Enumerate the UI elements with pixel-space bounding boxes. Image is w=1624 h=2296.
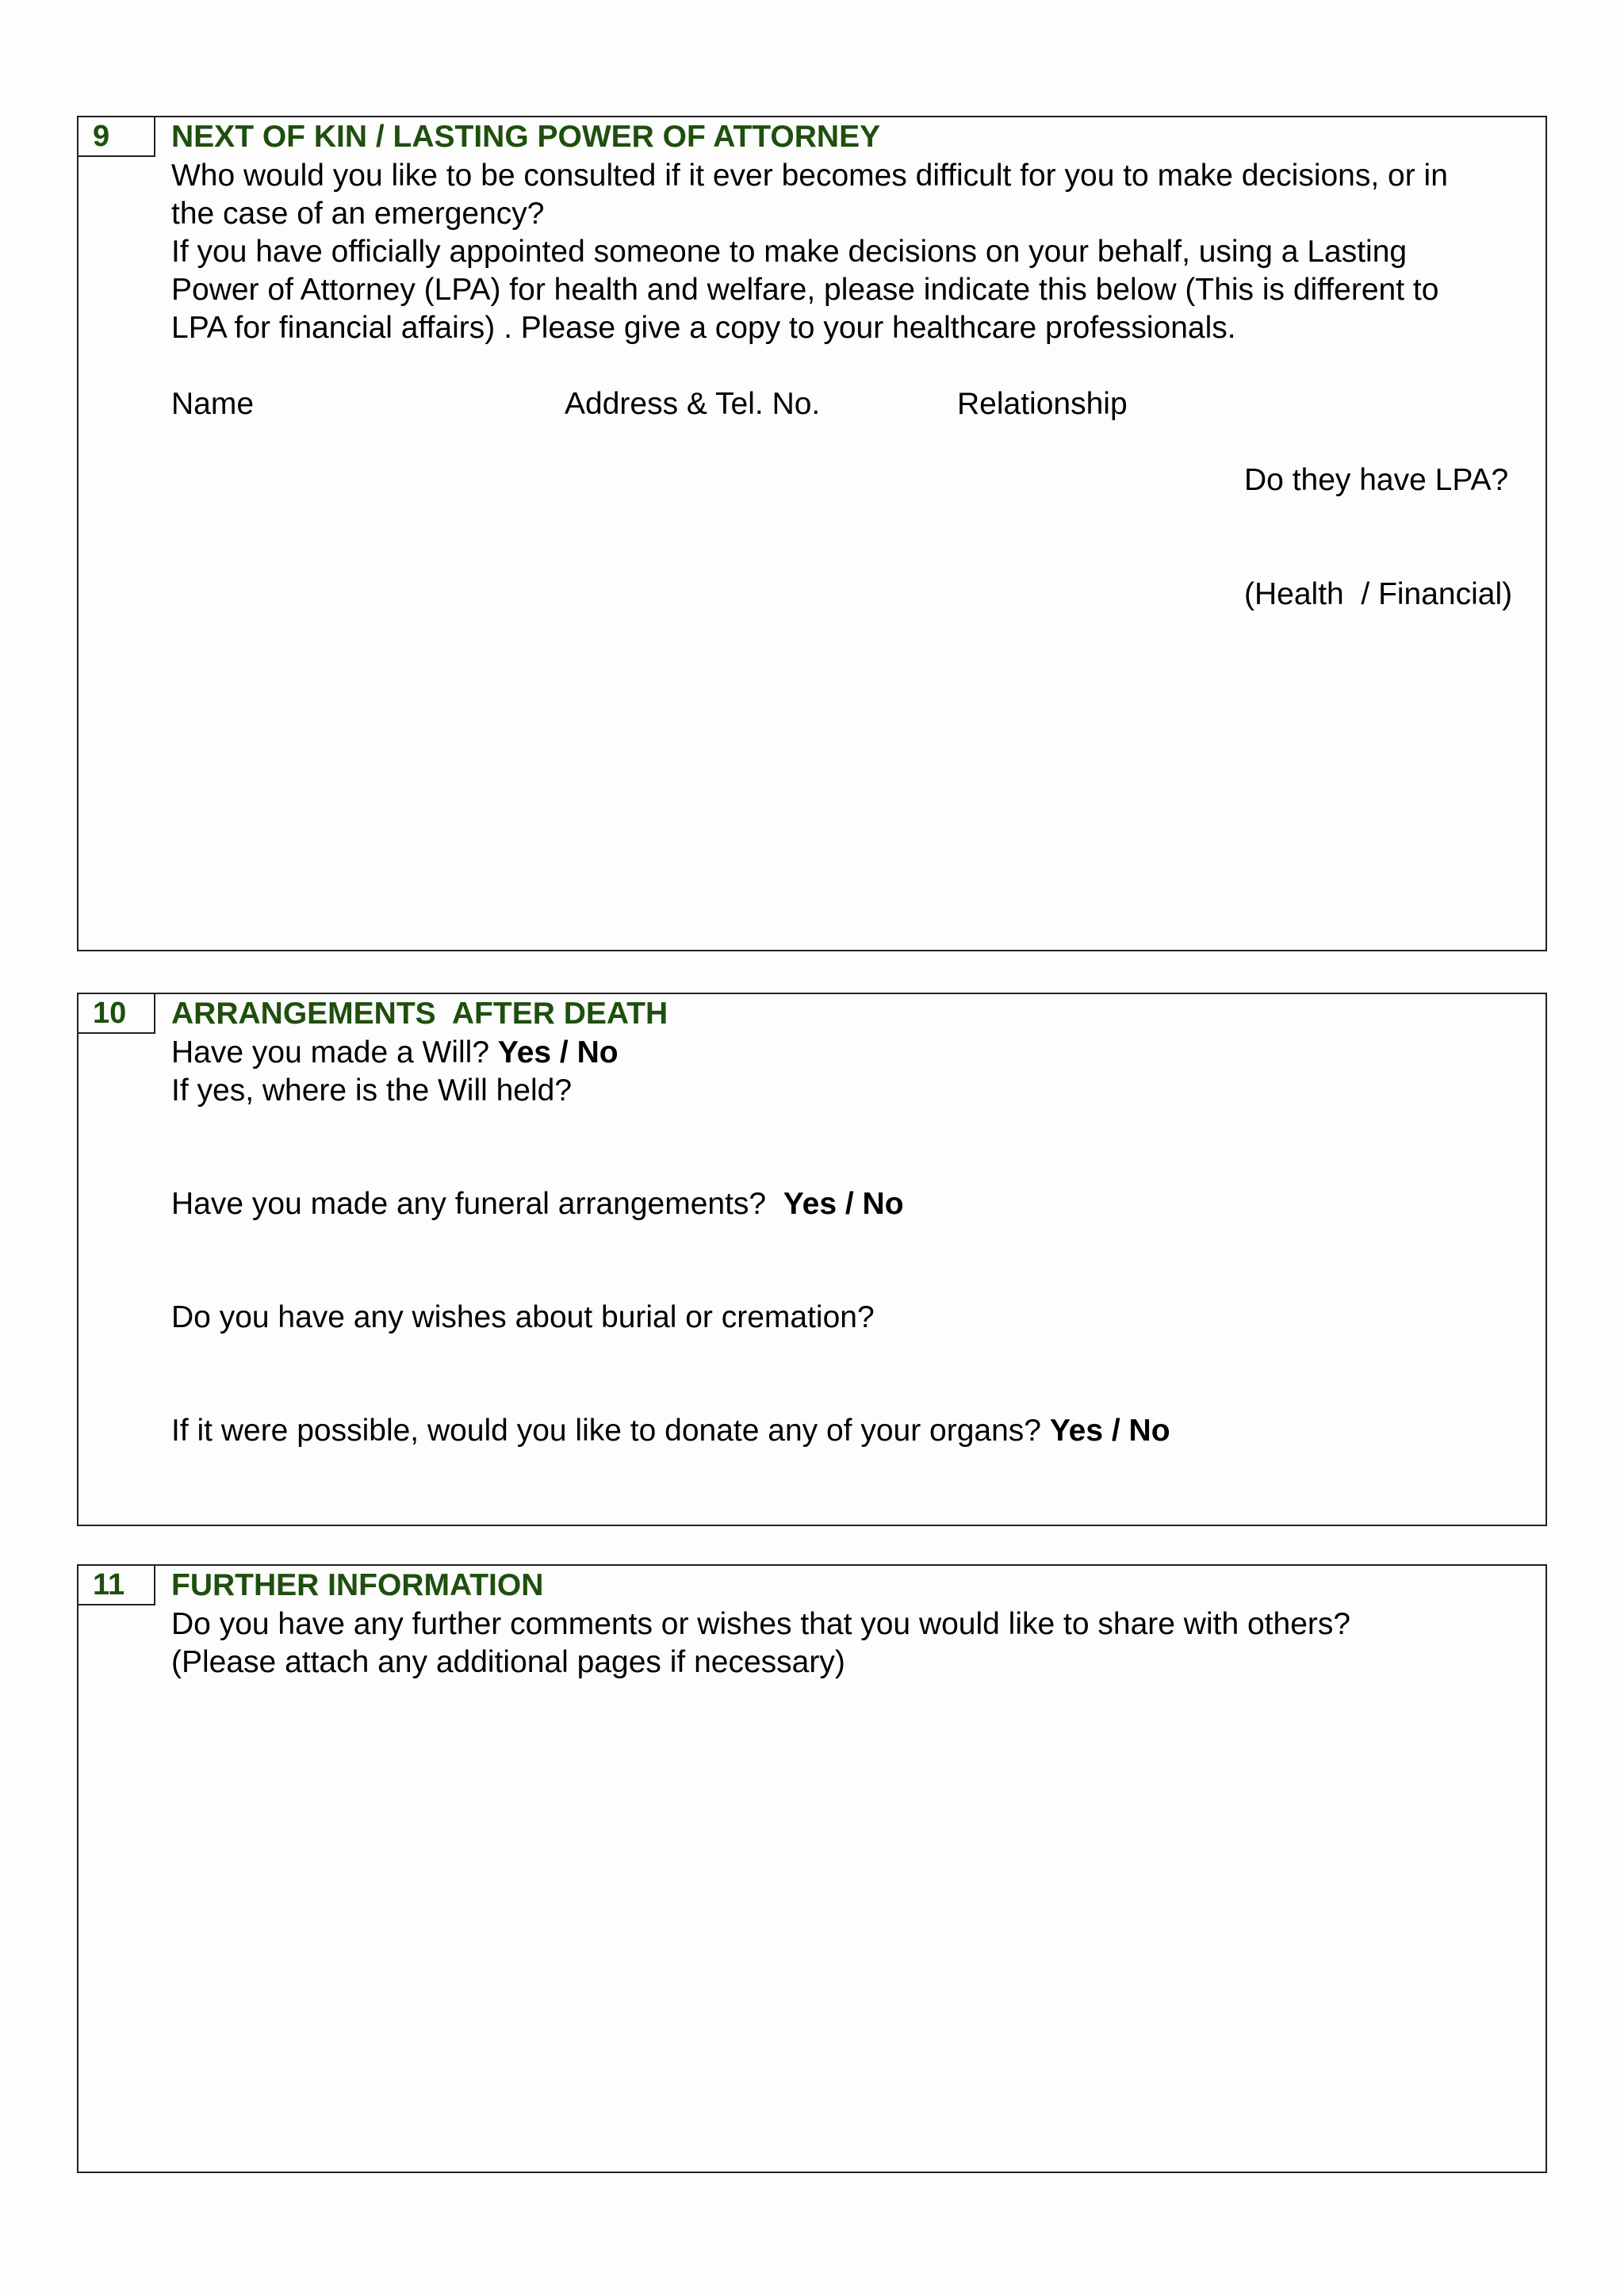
organs-question-text: If it were possible, would you like to donate any of your organs? <box>171 1414 1050 1448</box>
section-title: FURTHER INFORMATION <box>171 1568 544 1602</box>
instruction-line: the case of an emergency? <box>171 197 545 231</box>
instruction-line: Who would you like to be consulted if it ever becomes difficult for you to make decisions, or in <box>171 159 1448 193</box>
column-header-lpa-label: Do they have LPA? <box>1244 463 1509 497</box>
section-further-information <box>77 1564 1547 2173</box>
will-question <box>171 1034 1530 1072</box>
section-number: 11 <box>79 1566 155 1605</box>
instruction-line: Do you have any further comments or wishes that you would like to share with others? <box>171 1607 1351 1641</box>
funeral-question <box>171 1185 1530 1223</box>
section-content <box>171 1566 1530 1682</box>
section-arrangements-after-death <box>77 993 1547 1526</box>
instruction-line: If you have officially appointed someone to make decisions on your behalf, using a Lasting <box>171 235 1408 269</box>
column-header-address: Address & Tel. No. <box>565 387 821 421</box>
section-title: NEXT OF KIN / LASTING POWER OF ATTORNEY <box>171 120 881 154</box>
instruction-line: (Please attach any additional pages if necessary) <box>171 1645 845 1679</box>
funeral-question-text: Have you made any funeral arrangements? <box>171 1187 783 1221</box>
section-content <box>171 994 1530 1450</box>
kin-table-header <box>171 385 1530 611</box>
column-header-lpa-sub: (Health / Financial) <box>1244 577 1513 611</box>
section-content <box>171 117 1530 611</box>
organs-question <box>171 1412 1530 1450</box>
organs-yes-no[interactable]: Yes / No <box>1049 1414 1170 1448</box>
instruction-line: LPA for financial affairs) . Please give a copy to your healthcare professionals. <box>171 311 1236 345</box>
section-title: ARRANGEMENTS AFTER DEATH <box>171 997 668 1031</box>
will-question-text: Have you made a Will? <box>171 1035 498 1070</box>
column-header-lpa <box>1244 385 1512 690</box>
column-header-relationship: Relationship <box>957 387 1128 421</box>
will-location-question: If yes, where is the Will held? <box>171 1073 573 1108</box>
column-header-name: Name <box>171 387 255 421</box>
will-yes-no[interactable]: Yes / No <box>497 1035 619 1070</box>
section-number: 10 <box>79 994 155 1034</box>
instruction-line: Power of Attorney (LPA) for health and welfare, please indicate this below (This is different to <box>171 273 1439 307</box>
funeral-yes-no[interactable]: Yes / No <box>783 1187 904 1221</box>
burial-question: Do you have any wishes about burial or cremation? <box>171 1300 875 1334</box>
section-number: 9 <box>79 117 155 157</box>
section-next-of-kin <box>77 116 1547 951</box>
